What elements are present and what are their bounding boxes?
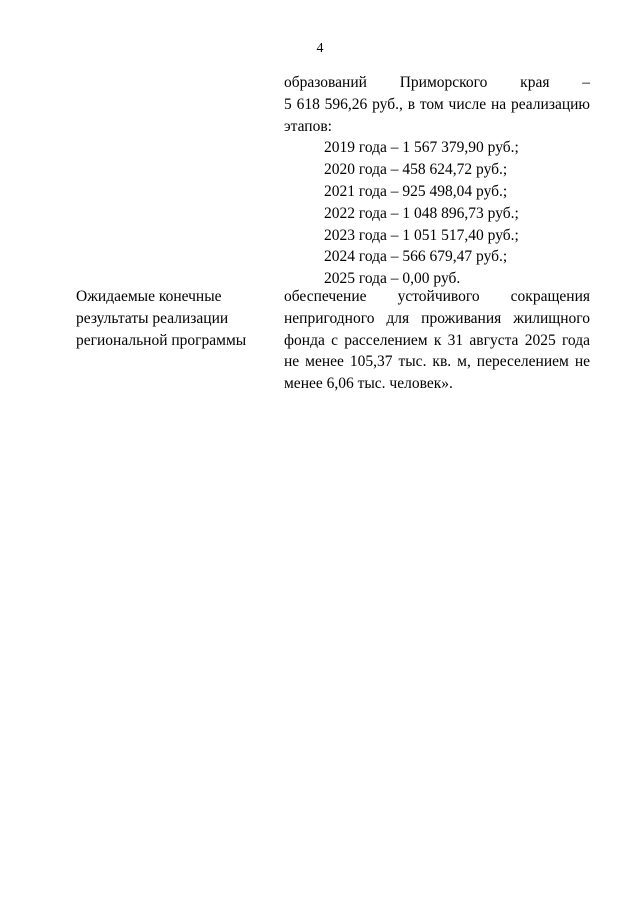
page-number: 4 xyxy=(316,41,324,56)
results-text-line: не менее 105,37 тыс. кв. м, переселением не xyxy=(284,353,590,371)
funding-line-3: этапов: xyxy=(284,117,332,135)
results-label-line: результаты реализации xyxy=(76,309,229,327)
funding-text xyxy=(284,72,590,290)
stage-2025: 2025 года – 0,00 руб. xyxy=(324,270,461,288)
stage-2023: 2023 года – 1 051 517,40 руб.; xyxy=(324,226,519,244)
stage-2024: 2024 года – 566 679,47 руб.; xyxy=(324,248,508,266)
results-text-line: непригодного для проживания жилищного xyxy=(284,309,590,327)
results-label xyxy=(76,286,276,351)
stage-2019: 2019 года – 1 567 379,90 руб.; xyxy=(324,139,519,157)
results-text-line: фонда с расселением к 31 августа 2025 года xyxy=(284,331,590,349)
results-text-line: обеспечение устойчивого сокращения xyxy=(284,288,590,305)
stage-2021: 2021 года – 925 498,04 руб.; xyxy=(324,182,508,200)
results-text-line: менее 6,06 тыс. человек». xyxy=(284,375,453,393)
results-label-line: региональной программы xyxy=(76,331,247,349)
stage-2022: 2022 года – 1 048 896,73 руб.; xyxy=(324,204,519,222)
funding-line-2: 5 618 596,26 руб., в том числе на реализацию xyxy=(284,95,590,113)
stage-2020: 2020 года – 458 624,72 руб.; xyxy=(324,161,508,179)
results-text xyxy=(284,286,590,395)
results-label-line: Ожидаемые конечные xyxy=(76,288,222,305)
funding-line-1: образований Приморского края – xyxy=(284,74,590,91)
